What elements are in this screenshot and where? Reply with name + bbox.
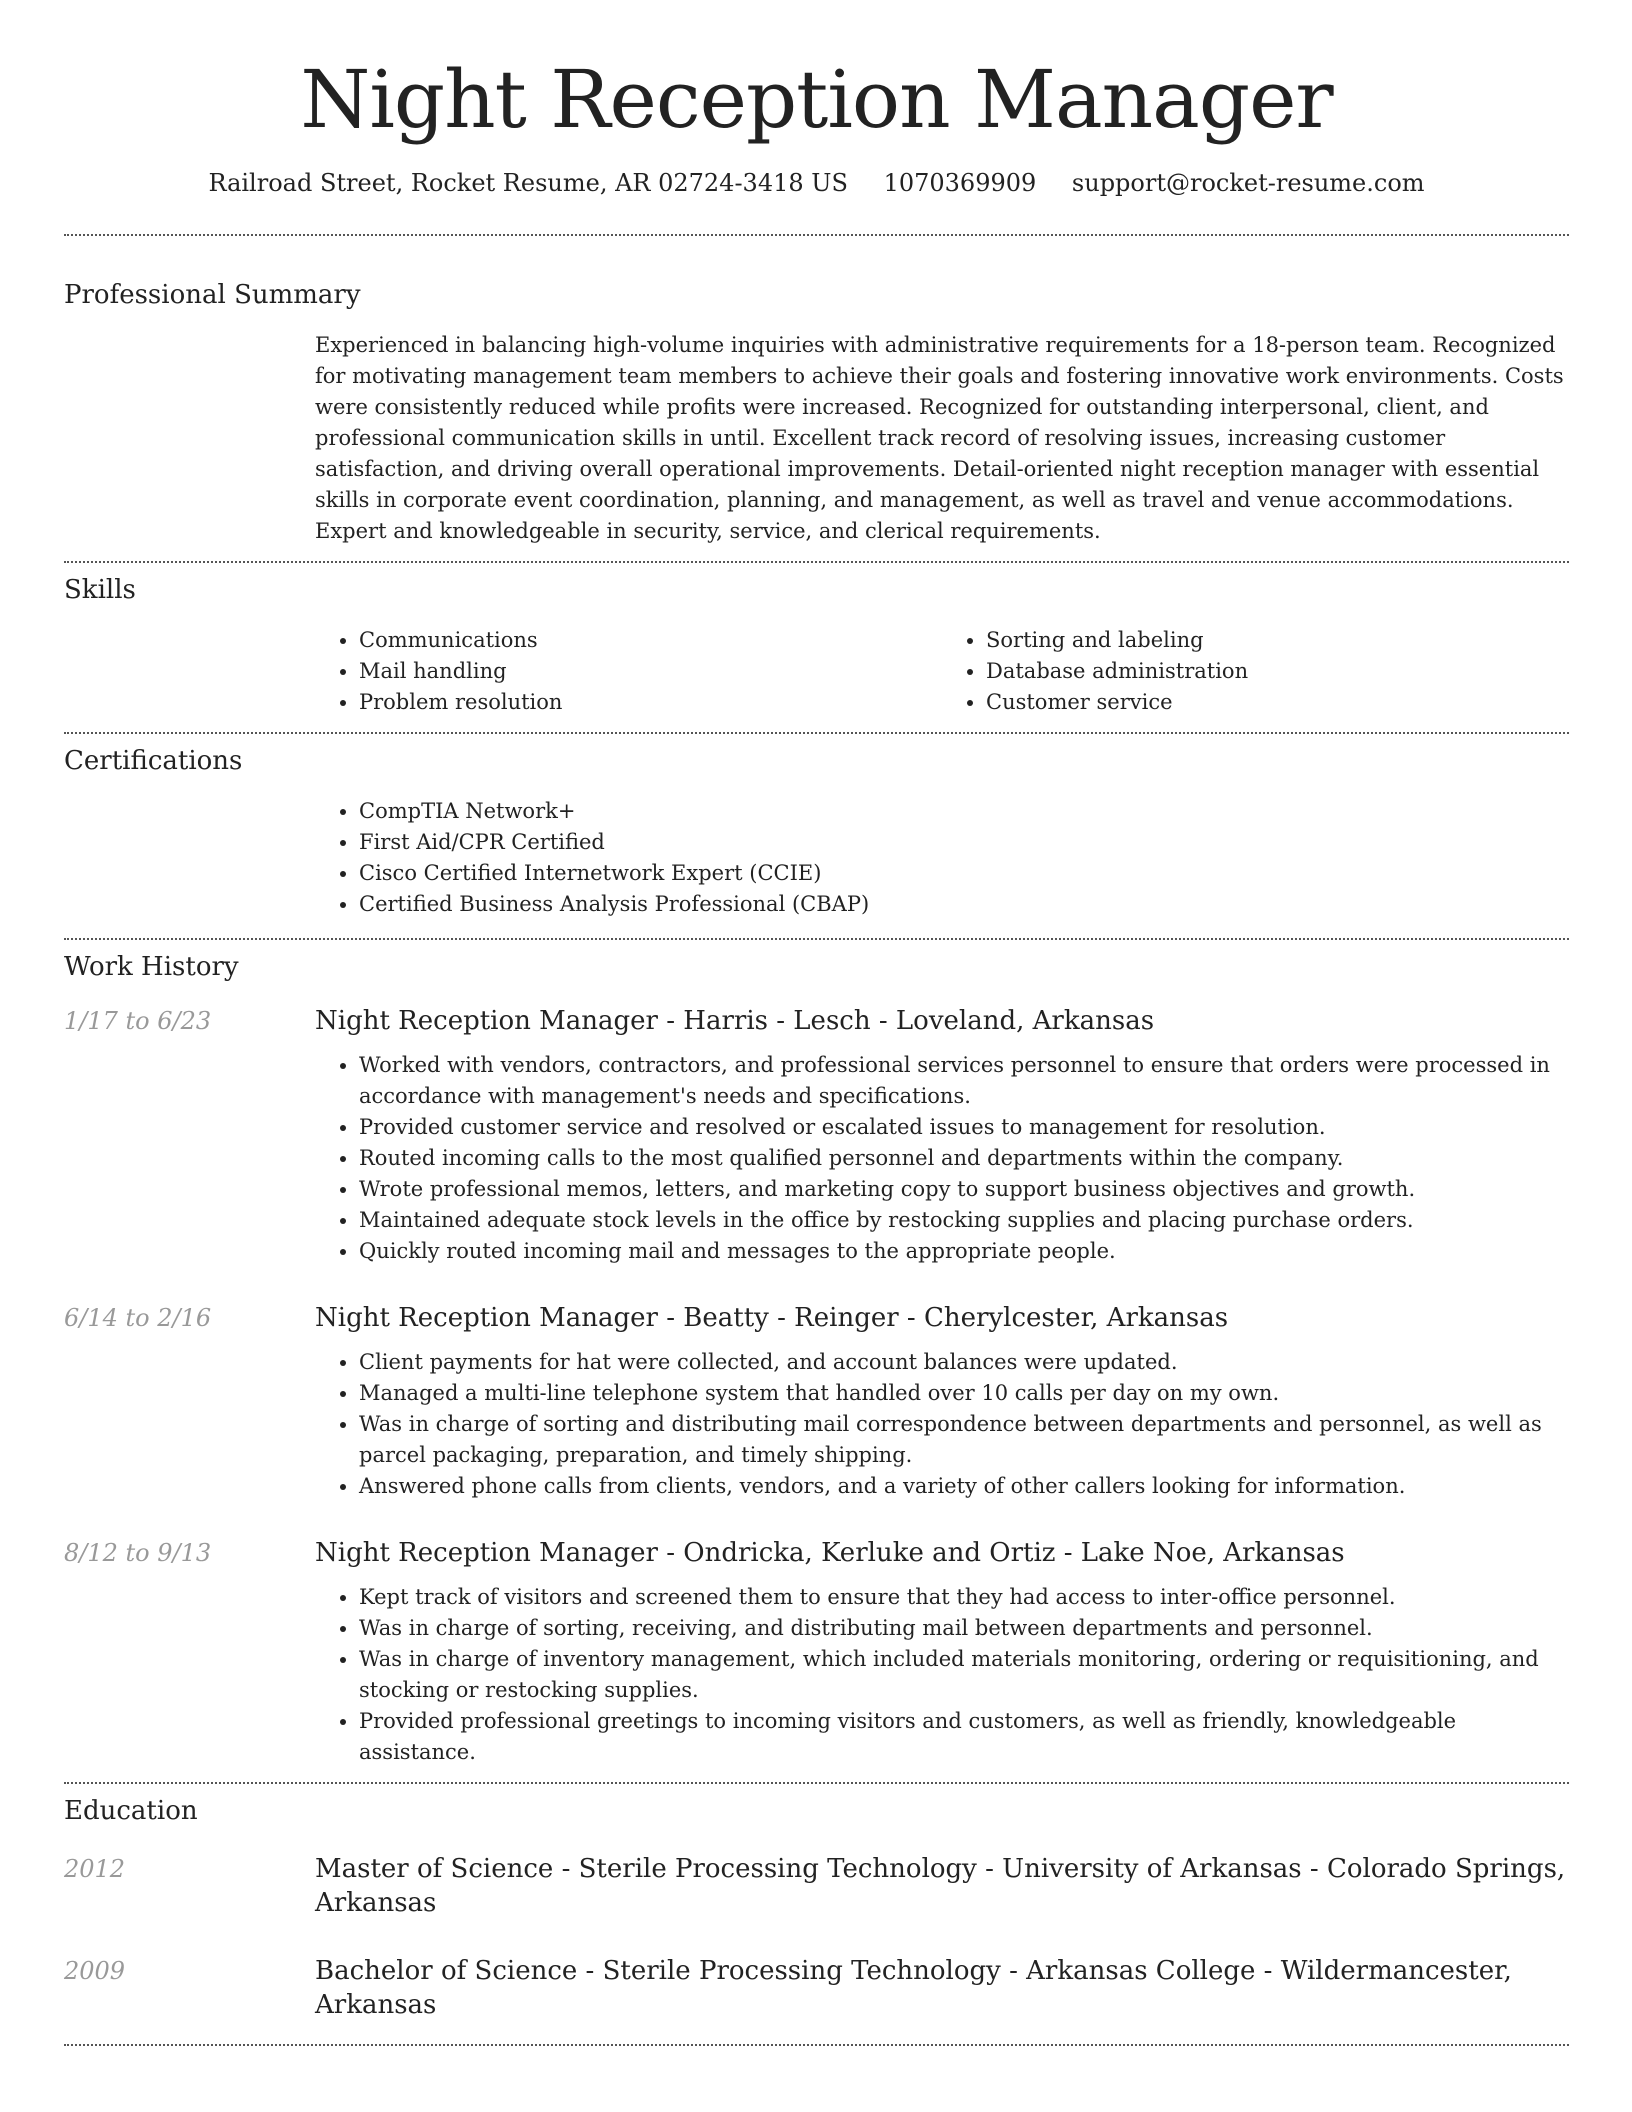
certifications-title: Certifications bbox=[64, 746, 243, 776]
job-duties bbox=[315, 1050, 1569, 1267]
skill-item: • Mail handling bbox=[359, 656, 942, 687]
work-title: Work History bbox=[64, 952, 239, 982]
skill-item: • Problem resolution bbox=[359, 687, 942, 718]
skills-column-right bbox=[942, 625, 1569, 718]
contact-line bbox=[64, 166, 1569, 200]
job-bullet: • Quickly routed incoming mail and messages to the appropriate people. bbox=[359, 1236, 1569, 1267]
job-bullets bbox=[315, 1582, 1569, 1768]
job-bullet: • Answered phone calls from clients, vendors, and a variety of other callers looking for information. bbox=[359, 1471, 1569, 1502]
summary-section bbox=[64, 236, 1569, 547]
summary-content bbox=[315, 330, 1569, 547]
job-bullets bbox=[315, 1050, 1569, 1267]
education-year: 2012 bbox=[64, 1855, 126, 1883]
job-entry bbox=[64, 1301, 1569, 1502]
job-bullet: • Provided customer service and resolved or escalated issues to management for resolution. bbox=[359, 1112, 1569, 1143]
certifications-section bbox=[64, 734, 1569, 920]
education-title: Education bbox=[64, 1796, 198, 1826]
job-duties bbox=[315, 1347, 1569, 1502]
job-duties bbox=[315, 1582, 1569, 1768]
job-bullet: • Wrote professional memos, letters, and marketing copy to support business objectives and growth. bbox=[359, 1174, 1569, 1205]
job-title: Night Reception Manager - Harris - Lesch - Loveland, Arkansas bbox=[315, 1006, 1155, 1036]
phone: 1070369909 bbox=[883, 169, 1037, 197]
job-date: 6/14 to 2/16 bbox=[64, 1304, 212, 1332]
skill-item: • Communications bbox=[359, 625, 942, 656]
education-section bbox=[64, 1784, 1569, 2022]
job-bullet: • Was in charge of sorting, receiving, and distributing mail between departments and personnel. bbox=[359, 1613, 1569, 1644]
summary-text: Experienced in balancing high-volume inquiries with administrative requirements for a 18-person team. Recognized for motivating management team members to achieve their goals and fostering innovative work environments. Costs were consistently reduced while profits were increased. Recognized for outstanding interpersonal, client, and professional communication skills in until. Excellent track record of resolving issues, increasing customer satisfaction, and driving overall operational improvements. Detail-oriented night reception manager with essential skills in corporate event coordination, planning, and management, as well as travel and venue accommodations. Expert and knowledgeable in security, service, and clerical requirements. bbox=[315, 333, 1564, 543]
job-date: 8/12 to 9/13 bbox=[64, 1539, 212, 1567]
education-degree: Bachelor of Science - Sterile Processing Technology - Arkansas College - Wildermancester, Arkansas bbox=[315, 1956, 1512, 2020]
skill-item: • Customer service bbox=[986, 687, 1569, 718]
job-bullet: • Worked with vendors, contractors, and professional services personnel to ensure that orders were processed in accordance with management's needs and specifications. bbox=[359, 1050, 1569, 1112]
work-section bbox=[64, 940, 1569, 1768]
education-year: 2009 bbox=[64, 1957, 126, 1985]
job-bullet: • Kept track of visitors and screened them to ensure that they had access to inter-office personnel. bbox=[359, 1582, 1569, 1613]
skill-item: • Sorting and labeling bbox=[986, 625, 1569, 656]
job-date: 1/17 to 6/23 bbox=[64, 1007, 212, 1035]
certification-item: • Cisco Certified Internetwork Expert (CCIE) bbox=[359, 858, 1569, 889]
summary-title: Professional Summary bbox=[64, 280, 361, 310]
address: Railroad Street, Rocket Resume, AR 02724-3418 US bbox=[208, 169, 848, 197]
job-bullet: • Routed incoming calls to the most qualified personnel and departments within the company. bbox=[359, 1143, 1569, 1174]
certifications-content bbox=[315, 796, 1569, 920]
job-bullet: • Maintained adequate stock levels in the office by restocking supplies and placing purchase orders. bbox=[359, 1205, 1569, 1236]
job-bullet: • Client payments for hat were collected, and account balances were updated. bbox=[359, 1347, 1569, 1378]
job-bullet: • Was in charge of inventory management, which included materials monitoring, ordering or requisitioning, and stocking or restocking supplies. bbox=[359, 1644, 1569, 1706]
certifications-list bbox=[315, 796, 1569, 920]
certification-item: • First Aid/CPR Certified bbox=[359, 827, 1569, 858]
skills-title: Skills bbox=[64, 575, 136, 605]
job-entry bbox=[64, 1004, 1569, 1267]
skill-item: • Database administration bbox=[986, 656, 1569, 687]
skills-list bbox=[315, 625, 1569, 718]
education-entry bbox=[64, 1954, 1569, 2022]
skills-section bbox=[64, 563, 1569, 718]
job-title: Night Reception Manager - Beatty - Reinger - Cherylcester, Arkansas bbox=[315, 1303, 1229, 1333]
divider bbox=[64, 2044, 1569, 2046]
certification-item: • Certified Business Analysis Professional (CBAP) bbox=[359, 889, 1569, 920]
job-bullet: • Was in charge of sorting and distributing mail correspondence between departments and personnel, as well as parcel packaging, preparation, and timely shipping. bbox=[359, 1409, 1569, 1471]
job-bullet: • Provided professional greetings to incoming visitors and customers, as well as friendly, knowledgeable assistance. bbox=[359, 1706, 1569, 1768]
job-title: Night Reception Manager - Ondricka, Kerluke and Ortiz - Lake Noe, Arkansas bbox=[315, 1538, 1345, 1568]
education-degree: Master of Science - Sterile Processing Technology - University of Arkansas - Colorado Springs, Arkansas bbox=[315, 1854, 1566, 1918]
skills-column-left bbox=[315, 625, 942, 718]
resume-name: Night Reception Manager bbox=[300, 53, 1333, 146]
job-entry bbox=[64, 1536, 1569, 1768]
certification-item: • CompTIA Network+ bbox=[359, 796, 1569, 827]
resume-page bbox=[64, 0, 1569, 2046]
email: support@rocket-resume.com bbox=[1071, 169, 1425, 197]
job-bullets bbox=[315, 1347, 1569, 1502]
job-bullet: • Managed a multi-line telephone system that handled over 10 calls per day on my own. bbox=[359, 1378, 1569, 1409]
education-entry bbox=[64, 1852, 1569, 1920]
